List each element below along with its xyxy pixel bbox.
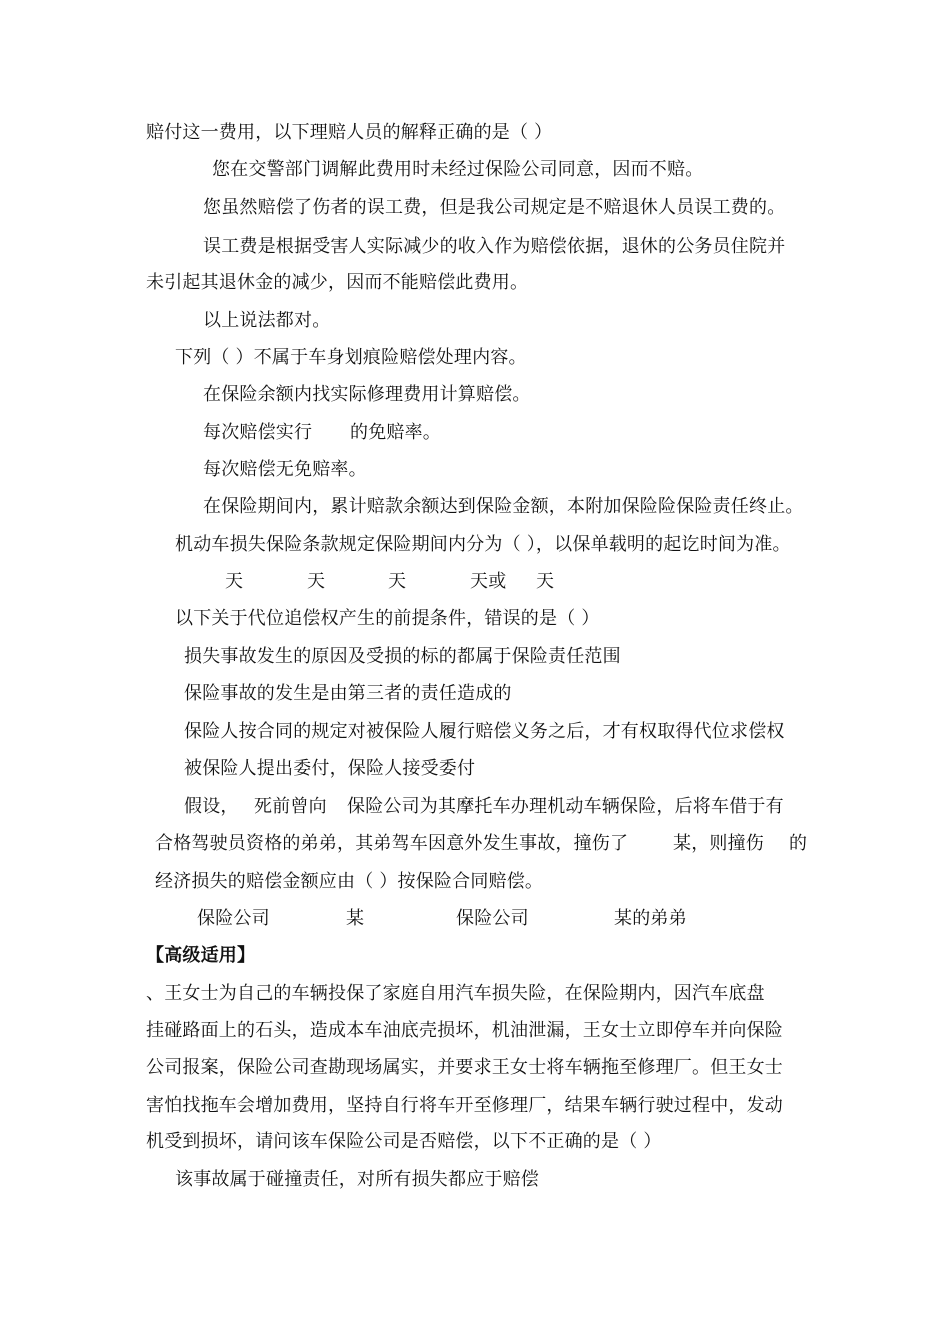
- question-motorcycle-part-2: 死前曾向: [254, 796, 327, 817]
- option-d-part-1: 天或: [470, 571, 507, 592]
- question-motorcycle-line-2c: 的: [789, 833, 808, 854]
- question-motorcycle-line-2: 合格驾驶员资格的弟弟，其弟驾车因意外发生事故，撞伤了: [155, 833, 629, 854]
- option-b: 天: [307, 571, 326, 592]
- question-motorcycle-part-1: 假设，: [184, 796, 239, 817]
- option-a: 损失事故发生的原因及受损的标的都属于保险责任范围: [184, 646, 621, 667]
- option-d: 以上说法都对。: [203, 310, 331, 331]
- option-b: 您虽然赔偿了伤者的误工费，但是我公司规定是不赔退休人员误工费的。: [203, 197, 786, 218]
- question-subrogation: 以下关于代位追偿权产生的前提条件，错误的是（ ）: [175, 608, 600, 629]
- case-line-5: 机受到损坏，请问该车保险公司是否赔偿，以下不正确的是（ ）: [146, 1131, 662, 1152]
- option-c-line-2: 未引起其退休金的减少，因而不能赔偿此费用。: [146, 272, 529, 293]
- question-motorcycle-part-3: 保险公司为其摩托车办理机动车辆保险，后将车借于有: [347, 796, 784, 817]
- option-d: 某的弟弟: [614, 908, 687, 929]
- option-b: 某: [346, 908, 365, 929]
- option-b-part-1: 每次赔偿实行: [203, 422, 313, 443]
- question-insurance-period: 机动车损失保险条款规定保险期间内分为（ ），以保单载明的起讫时间为准。: [175, 534, 791, 555]
- case-line-4: 害怕找拖车会增加费用，坚持自行将车开至修理厂，结果车辆行驶过程中，发动: [146, 1095, 783, 1116]
- option-a: 在保险余额内找实际修理费用计算赔偿。: [203, 384, 531, 405]
- option-b-part-2: 的免赔率。: [350, 422, 441, 443]
- section-heading-advanced: 【高级适用】: [146, 945, 256, 966]
- case-line-2: 挂碰路面上的石头，造成本车油底壳损坏，机油泄漏，王女士立即停车并向保险: [146, 1020, 783, 1041]
- question-motorcycle-line-2b: 某，则撞伤: [673, 833, 764, 854]
- question-continuation: 赔付这一费用，以下理赔人员的解释正确的是（ ）: [146, 122, 553, 143]
- option-a: 保险公司: [197, 908, 270, 929]
- case-line-3: 公司报案，保险公司查勘现场属实，并要求王女士将车辆拖至修理厂。但王女士: [146, 1057, 783, 1078]
- option-b: 保险事故的发生是由第三者的责任造成的: [184, 683, 512, 704]
- option-c: 天: [388, 571, 407, 592]
- option-a: 天: [225, 571, 244, 592]
- option-d: 被保险人提出委付，保险人接受委付: [184, 758, 476, 779]
- option-d: 在保险期间内，累计赔款余额达到保险金额，本附加保险险保险责任终止。: [203, 496, 804, 517]
- question-scratch-insurance: 下列（ ）不属于车身划痕险赔偿处理内容。: [175, 347, 527, 368]
- option-a: 该事故属于碰撞责任，对所有损失都应于赔偿: [175, 1169, 539, 1190]
- option-c-line-1: 误工费是根据受害人实际减少的收入作为赔偿依据，退休的公务员住院并: [203, 236, 786, 257]
- option-a: 您在交警部门调解此费用时未经过保险公司同意，因而不赔。: [212, 159, 704, 180]
- question-motorcycle-line-3: 经济损失的赔偿金额应由（ ）按保险合同赔偿。: [155, 871, 544, 892]
- option-c: 保险人按合同的规定对被保险人履行赔偿义务之后，才有权取得代位求偿权: [184, 721, 785, 742]
- option-c: 保险公司: [456, 908, 529, 929]
- case-line-1: 、王女士为自己的车辆投保了家庭自用汽车损失险，在保险期内，因汽车底盘: [146, 983, 765, 1004]
- option-c: 每次赔偿无免赔率。: [203, 459, 367, 480]
- option-d-part-2: 天: [536, 571, 555, 592]
